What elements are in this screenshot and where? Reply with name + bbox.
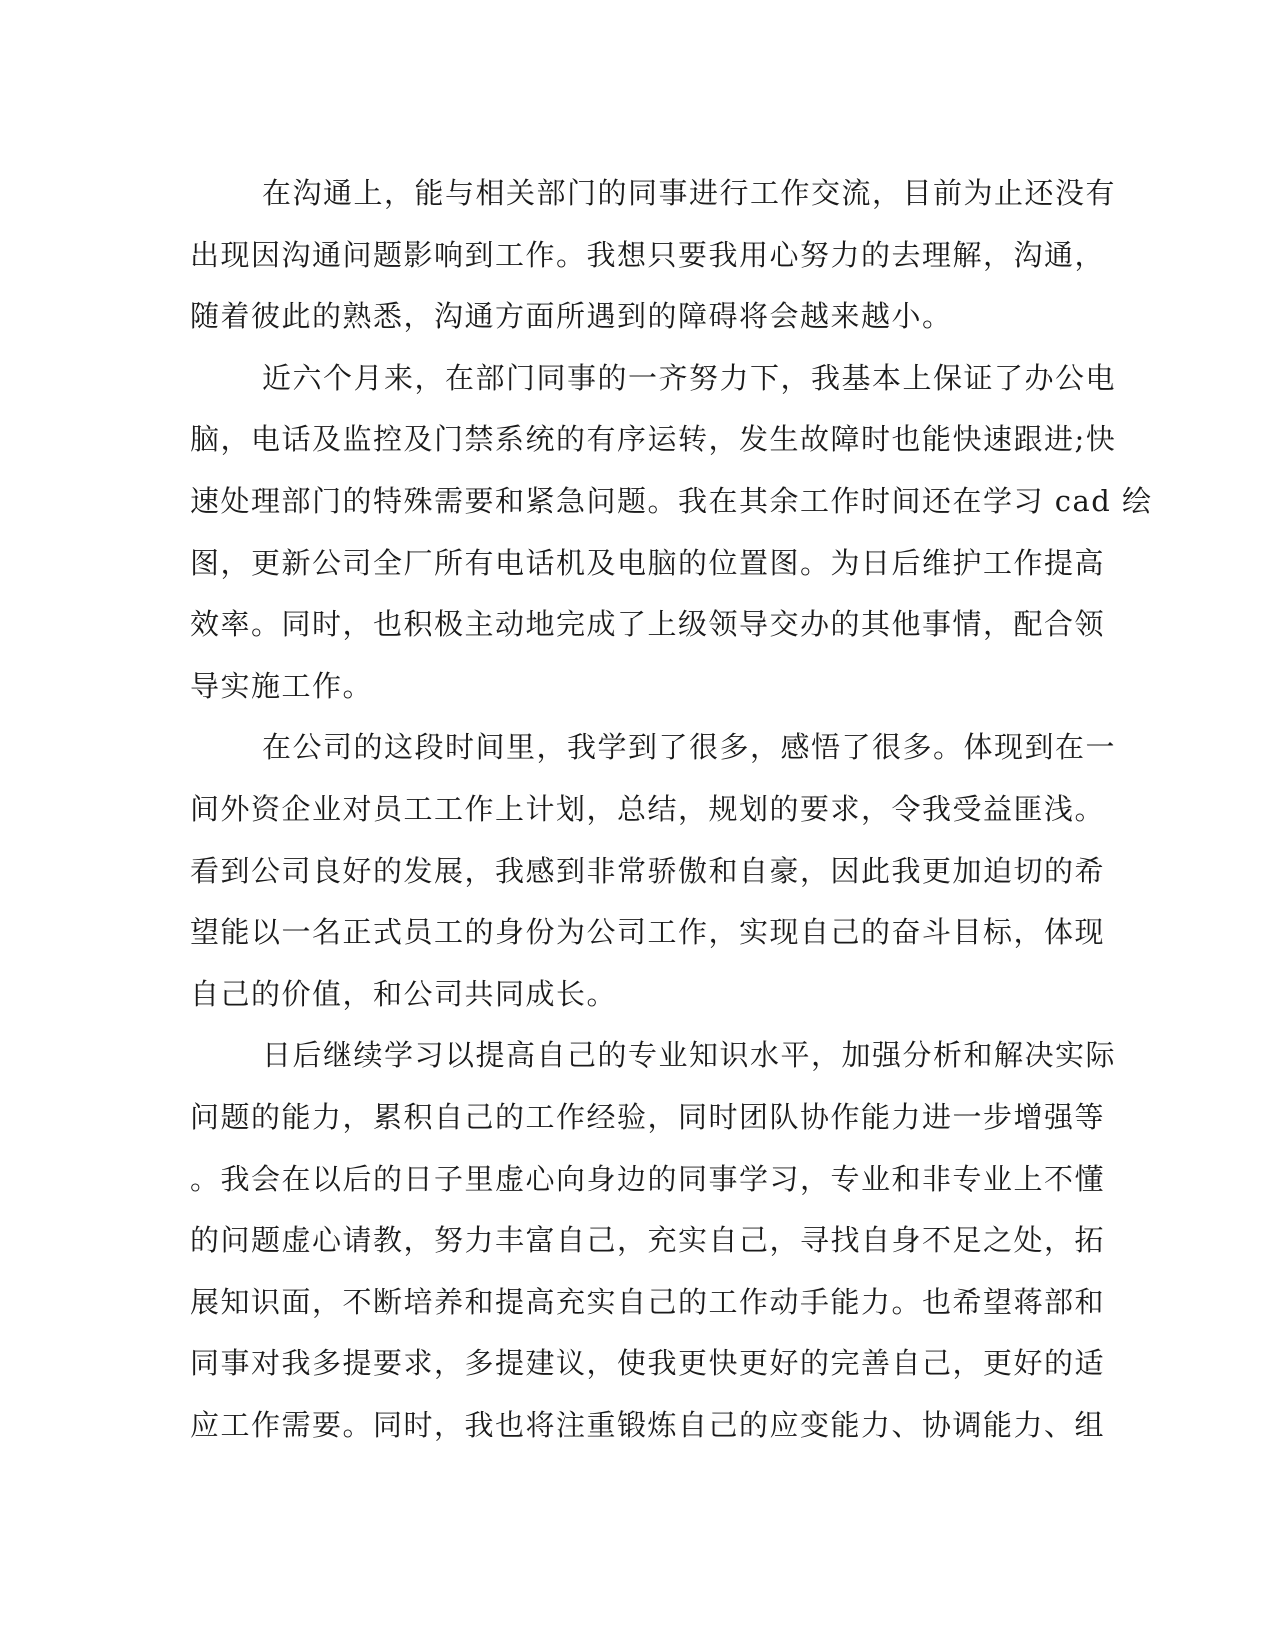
paragraph-experience xyxy=(190,717,1117,1025)
text-line: 问题的能力，累积自己的工作经验，同时团队协作能力进一步增强等 xyxy=(190,1099,1106,1134)
text-line: 速处理部门的特殊需要和紧急问题。我在其余工作时间还在学习 cad 绘 xyxy=(190,483,1153,518)
text-line: 自己的价值，和公司共同成长。 xyxy=(190,976,618,1011)
text-line: 出现因沟通问题影响到工作。我想只要我用心努力的去理解，沟通， xyxy=(190,237,1106,272)
paragraph-communication xyxy=(190,163,1117,348)
text-line: 。我会在以后的日子里虚心向身边的同事学习，专业和非专业上不懂 xyxy=(190,1161,1106,1196)
text-line: 看到公司良好的发展，我感到非常骄傲和自豪，因此我更加迫切的希 xyxy=(190,853,1106,888)
text-line: 图，更新公司全厂所有电话机及电脑的位置图。为日后维护工作提高 xyxy=(190,545,1106,580)
text-line: 同事对我多提要求，多提建议，使我更快更好的完善自己，更好的适 xyxy=(190,1346,1106,1381)
text-line: 效率。同时，也积极主动地完成了上级领导交办的其他事情，配合领 xyxy=(190,607,1106,642)
document-body xyxy=(190,163,1153,1456)
text-line: 在公司的这段时间里，我学到了很多，感悟了很多。体现到在一 xyxy=(262,730,1117,765)
text-line: 的问题虚心请教，努力丰富自己，充实自己，寻找自身不足之处，拓 xyxy=(190,1223,1106,1258)
text-line: 望能以一名正式员工的身份为公司工作，实现自己的奋斗目标，体现 xyxy=(190,915,1106,950)
text-line: 随着彼此的熟悉，沟通方面所遇到的障碍将会越来越小。 xyxy=(190,299,953,334)
text-line: 展知识面，不断培养和提高充实自己的工作动手能力。也希望蒋部和 xyxy=(190,1284,1106,1319)
paragraph-six-months xyxy=(190,348,1153,718)
text-line: 间外资企业对员工工作上计划，总结，规划的要求，令我受益匪浅。 xyxy=(190,791,1106,826)
text-line: 在沟通上，能与相关部门的同事进行工作交流，目前为止还没有 xyxy=(262,176,1117,210)
text-line: 应工作需要。同时，我也将注重锻炼自己的应变能力、协调能力、组 xyxy=(190,1407,1106,1442)
text-line: 导实施工作。 xyxy=(190,668,374,703)
text-line: 近六个月来，在部门同事的一齐努力下，我基本上保证了办公电 xyxy=(262,360,1117,395)
paragraph-future-plans xyxy=(190,1025,1117,1456)
text-line: 日后继续学习以提高自己的专业知识水平，加强分析和解决实际 xyxy=(262,1038,1117,1073)
text-line: 脑，电话及监控及门禁系统的有序运转，发生故障时也能快速跟进;快 xyxy=(190,422,1117,457)
